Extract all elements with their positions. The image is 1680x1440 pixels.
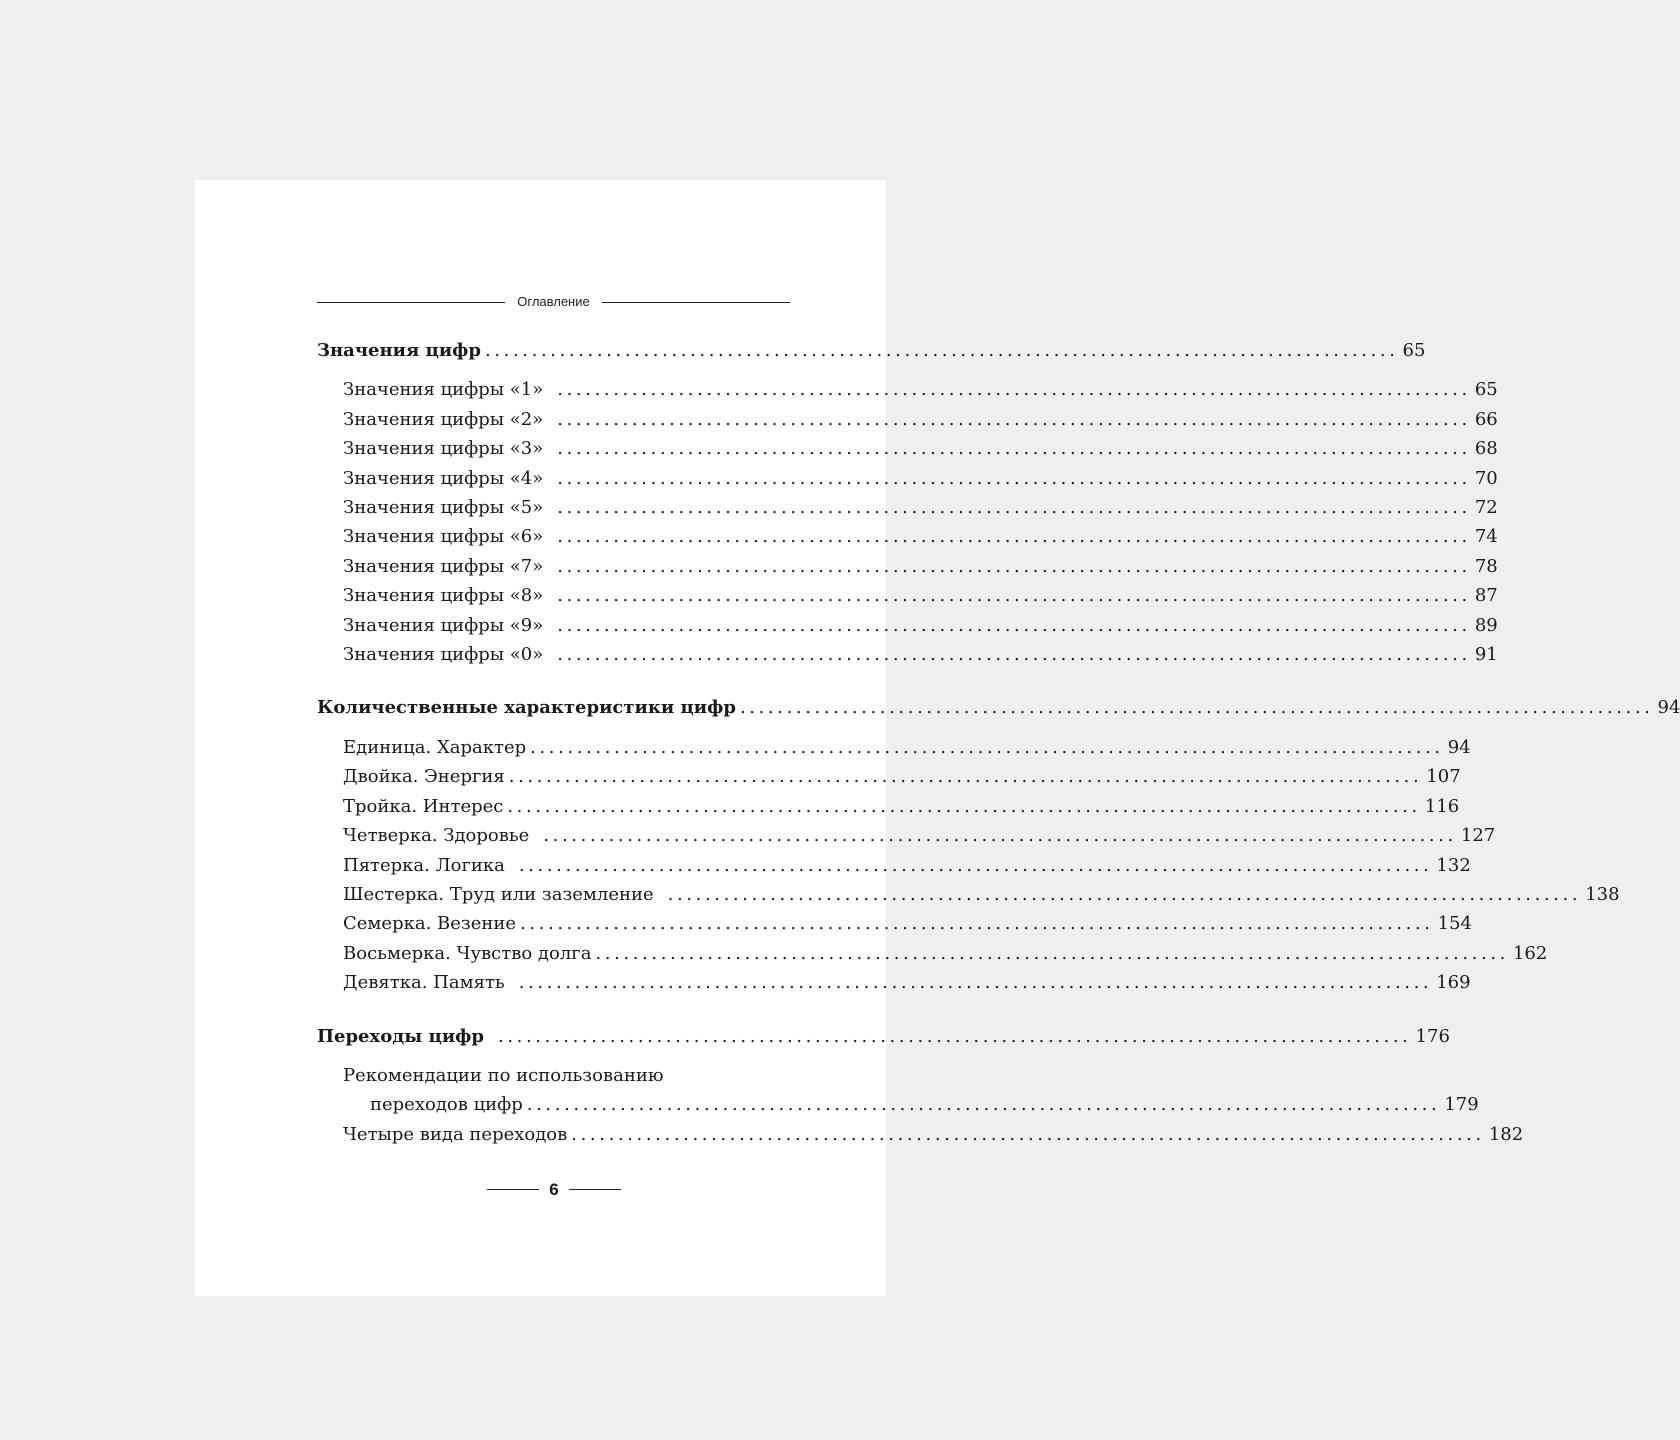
toc-page-number: 87: [1474, 585, 1498, 607]
toc-chapter-title: Значения цифр: [317, 340, 482, 361]
book-page: [195, 180, 1680, 1296]
header-rule-right: [602, 302, 790, 303]
toc-chapter: [317, 336, 1426, 365]
toc-entry: [317, 733, 1471, 762]
toc-page-number: 138: [1585, 883, 1620, 905]
toc-entry: [317, 581, 1498, 610]
header-title: Оглавление: [517, 294, 590, 309]
toc-leader-dots: ..................................................................................................: [557, 467, 1471, 489]
toc-page-number: 72: [1474, 497, 1498, 519]
toc-leader-dots: ..................................................................................................: [530, 736, 1444, 758]
toc-entry-title: Значения цифры «8»: [343, 585, 544, 607]
toc-entry: [317, 493, 1498, 522]
toc-entry: [317, 552, 1498, 581]
toc-entry: [317, 909, 1472, 938]
toc-entry-title: переходов цифр: [370, 1094, 523, 1116]
toc-page-number: 78: [1474, 555, 1498, 577]
toc-entry-title: Двойка. Энергия: [343, 766, 505, 788]
toc-entry-title: Значения цифры «4»: [343, 467, 544, 489]
toc-entry: [317, 939, 1548, 968]
toc-chapter: [317, 693, 1680, 722]
toc-leader-dots: ..................................................................................................: [498, 1025, 1412, 1047]
toc-entry-title: Значения цифры «2»: [343, 408, 544, 430]
toc-page-number: 66: [1474, 408, 1498, 430]
toc-page-number: 107: [1426, 766, 1461, 788]
toc-leader-dots: ..................................................................................................: [543, 825, 1457, 847]
toc-leader-dots: ..................................................................................................: [557, 379, 1471, 401]
toc-entry: [317, 1120, 1524, 1149]
toc-page-number: 127: [1460, 825, 1496, 847]
toc-chapter-title: Переходы цифр: [317, 1025, 485, 1047]
toc-entry-title: Значения цифры «3»: [343, 438, 544, 460]
toc-leader-dots: ..................................................................................................: [557, 585, 1471, 607]
toc-entry-title: Восьмерка. Чувство долга: [343, 942, 592, 964]
toc-entry: [317, 821, 1496, 850]
toc-leader-dots: ..................................................................................................: [557, 555, 1471, 577]
toc-leader-dots: ..................................................................................................: [571, 1123, 1485, 1145]
toc-entry-title: Шестерка. Труд или заземление: [343, 883, 654, 905]
toc-leader-dots: ..................................................................................................: [557, 614, 1471, 636]
toc-page-number: 65: [1402, 340, 1426, 361]
toc-leader-dots: ..................................................................................................: [557, 497, 1471, 519]
toc-leader-dots: ..................................................................................................: [739, 697, 1654, 719]
toc-entry-title: Четверка. Здоровье: [343, 825, 530, 847]
toc-page-number: 94: [1447, 736, 1471, 758]
toc-page-number: 179: [1444, 1094, 1479, 1116]
toc-entry: [317, 851, 1471, 880]
toc-leader-dots: ..................................................................................................: [485, 340, 1399, 361]
toc-page-number: 132: [1436, 854, 1471, 876]
toc-entry: [317, 762, 1461, 791]
toc-chapter-title: Количественные характеристики цифр: [317, 697, 736, 719]
toc-entry-title: Четыре вида переходов: [343, 1123, 568, 1145]
toc-leader-dots: ..................................................................................................: [518, 854, 1433, 876]
toc-leader-dots: ..................................................................................................: [518, 972, 1433, 994]
toc-entry-title: Пятерка. Логика: [343, 854, 505, 876]
toc-entry-title: Значения цифры «9»: [343, 614, 544, 636]
toc-leader-dots: ..................................................................................................: [667, 883, 1582, 905]
table-of-contents: [317, 336, 1680, 1149]
toc-page-number: 169: [1436, 972, 1471, 994]
toc-page-number: 162: [1512, 942, 1548, 964]
toc-entry-title: Значения цифры «0»: [343, 644, 544, 666]
toc-entry: [317, 464, 1498, 493]
toc-entry: [317, 611, 1498, 640]
running-header: [317, 293, 790, 311]
toc-entry-title: Значения цифры «1»: [343, 379, 544, 401]
toc-page-number: 68: [1474, 438, 1498, 460]
toc-page-number: 70: [1474, 467, 1498, 489]
toc-leader-dots: ..................................................................................................: [557, 644, 1471, 666]
toc-entry-title: Значения цифры «5»: [343, 497, 544, 519]
toc-page-number: 94: [1657, 697, 1680, 719]
toc-chapter: [317, 1022, 1450, 1051]
toc-entry: [317, 434, 1498, 463]
toc-entry-title: Девятка. Память: [343, 972, 505, 994]
footer-rule-right: [569, 1189, 621, 1190]
toc-page-number: 91: [1474, 644, 1498, 666]
toc-page-number: 154: [1437, 913, 1472, 935]
toc-entry: [317, 375, 1498, 404]
toc-entry: [317, 522, 1498, 551]
toc-leader-dots: ..................................................................................................: [557, 408, 1471, 430]
toc-leader-dots: ..................................................................................................: [595, 942, 1509, 964]
toc-entry: [317, 640, 1498, 669]
toc-entry: [317, 1090, 1479, 1119]
toc-leader-dots: ..................................................................................................: [526, 1094, 1441, 1116]
toc-leader-dots: ..................................................................................................: [520, 913, 1434, 935]
toc-entry-title: Значения цифры «7»: [343, 555, 544, 577]
toc-entry-title-line1: Рекомендации по использованию: [343, 1064, 664, 1086]
toc-entry: [317, 405, 1498, 434]
toc-entry-title: Семерка. Везение: [343, 913, 517, 935]
page-footer: [487, 1178, 621, 1202]
toc-leader-dots: ..................................................................................................: [557, 438, 1471, 460]
toc-page-number: 65: [1474, 379, 1498, 401]
toc-page-number: 176: [1415, 1025, 1450, 1047]
page-number: 6: [549, 1180, 559, 1199]
toc-leader-dots: ..................................................................................................: [507, 795, 1421, 817]
toc-page-number: 74: [1474, 526, 1498, 548]
toc-entry: [317, 968, 1471, 997]
toc-entry-title: Тройка. Интерес: [343, 795, 504, 817]
toc-page-number: 89: [1474, 614, 1498, 636]
toc-entry: [317, 792, 1460, 821]
toc-entry-title: Значения цифры «6»: [343, 526, 544, 548]
toc-leader-dots: ..................................................................................................: [508, 766, 1423, 788]
toc-entry: [317, 880, 1620, 909]
toc-page-number: 116: [1424, 795, 1460, 817]
toc-entry-title: Единица. Характер: [343, 736, 527, 758]
toc-page-number: 182: [1488, 1123, 1524, 1145]
toc-leader-dots: ..................................................................................................: [557, 526, 1471, 548]
